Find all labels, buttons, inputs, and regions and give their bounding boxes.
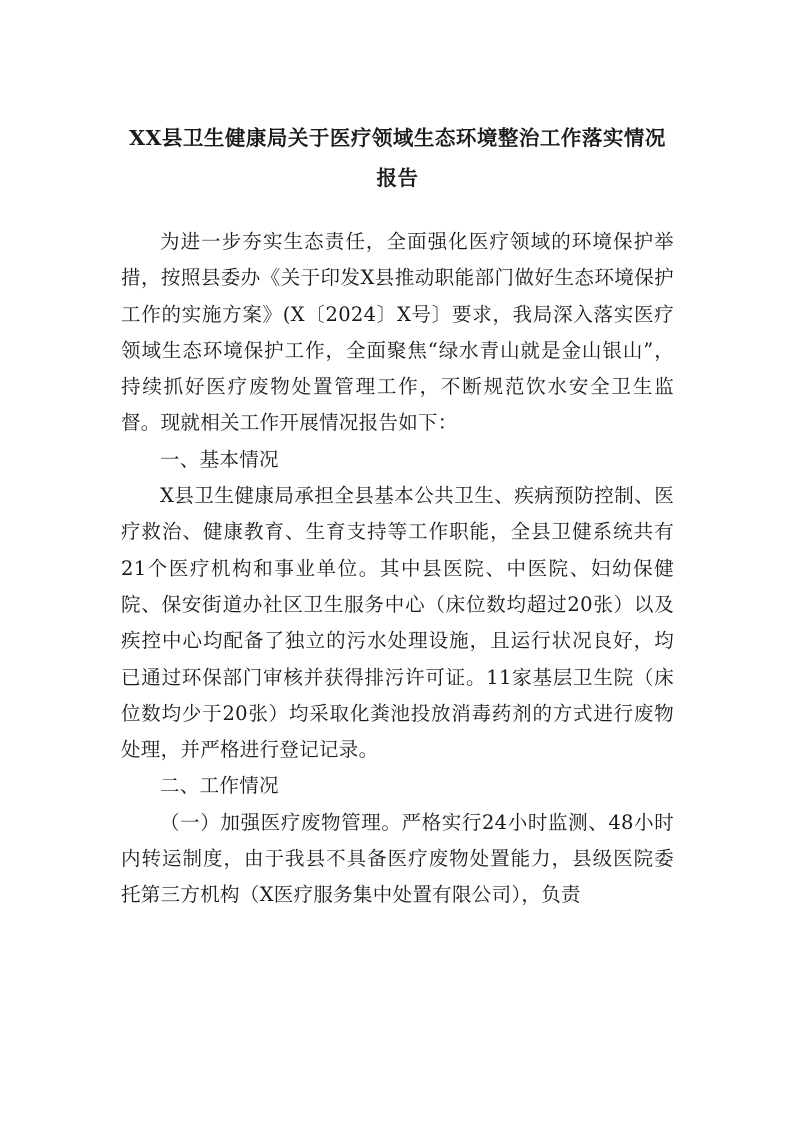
document-content xyxy=(121,118,674,914)
document-title-line-1: XX县卫生健康局关于医疗领域生态环境整治工作落实情况 xyxy=(129,126,666,150)
section-heading-basic-situation: 一、基本情况 xyxy=(160,447,279,471)
medical-waste-paragraph: （一）加强医疗废物管理。严格实行24小时监测、48小时内转运制度，由于我县不具备医疗废物处置能力，县级医院委托第三方机构（X医疗服务集中处置有限公司），负责 xyxy=(121,810,674,907)
document-title-line-2: 报告 xyxy=(376,166,419,190)
section-heading-work-situation: 二、工作情况 xyxy=(160,774,279,798)
intro-paragraph: 为进一步夯实生态责任，全面强化医疗领域的环境保护举措，按照县委办《关于印发X县推动职能部门做好生态环境保护工作的实施方案》(X〔2024〕X号〕要求，我局深入落实医疗领域生态环境保护工作，全面聚焦“绿水青山就是金山银山”，持续抓好医疗废物处置管理工作，不断规范饮水安全卫生监督。现就相关工作开展情况报告如下： xyxy=(121,230,674,435)
basic-situation-paragraph: X县卫生健康局承担全县基本公共卫生、疾病预防控制、医疗救治、健康教育、生育支持等工作职能，全县卫健系统共有21个医疗机构和事业单位。其中县医院、中医院、妇幼保健院、保安街道办社区卫生服务中心（床位数均超过20张）以及疾控中心均配备了独立的污水处理设施，且运行状况良好，均已通过环保部门审核并获得排污许可证。11家基层卫生院（床位数均少于20张）均采取化粪池投放消毒药剂的方式进行废物处理，并严格进行登记记录。 xyxy=(121,484,674,762)
document-body xyxy=(121,224,674,914)
document-title xyxy=(121,118,674,198)
